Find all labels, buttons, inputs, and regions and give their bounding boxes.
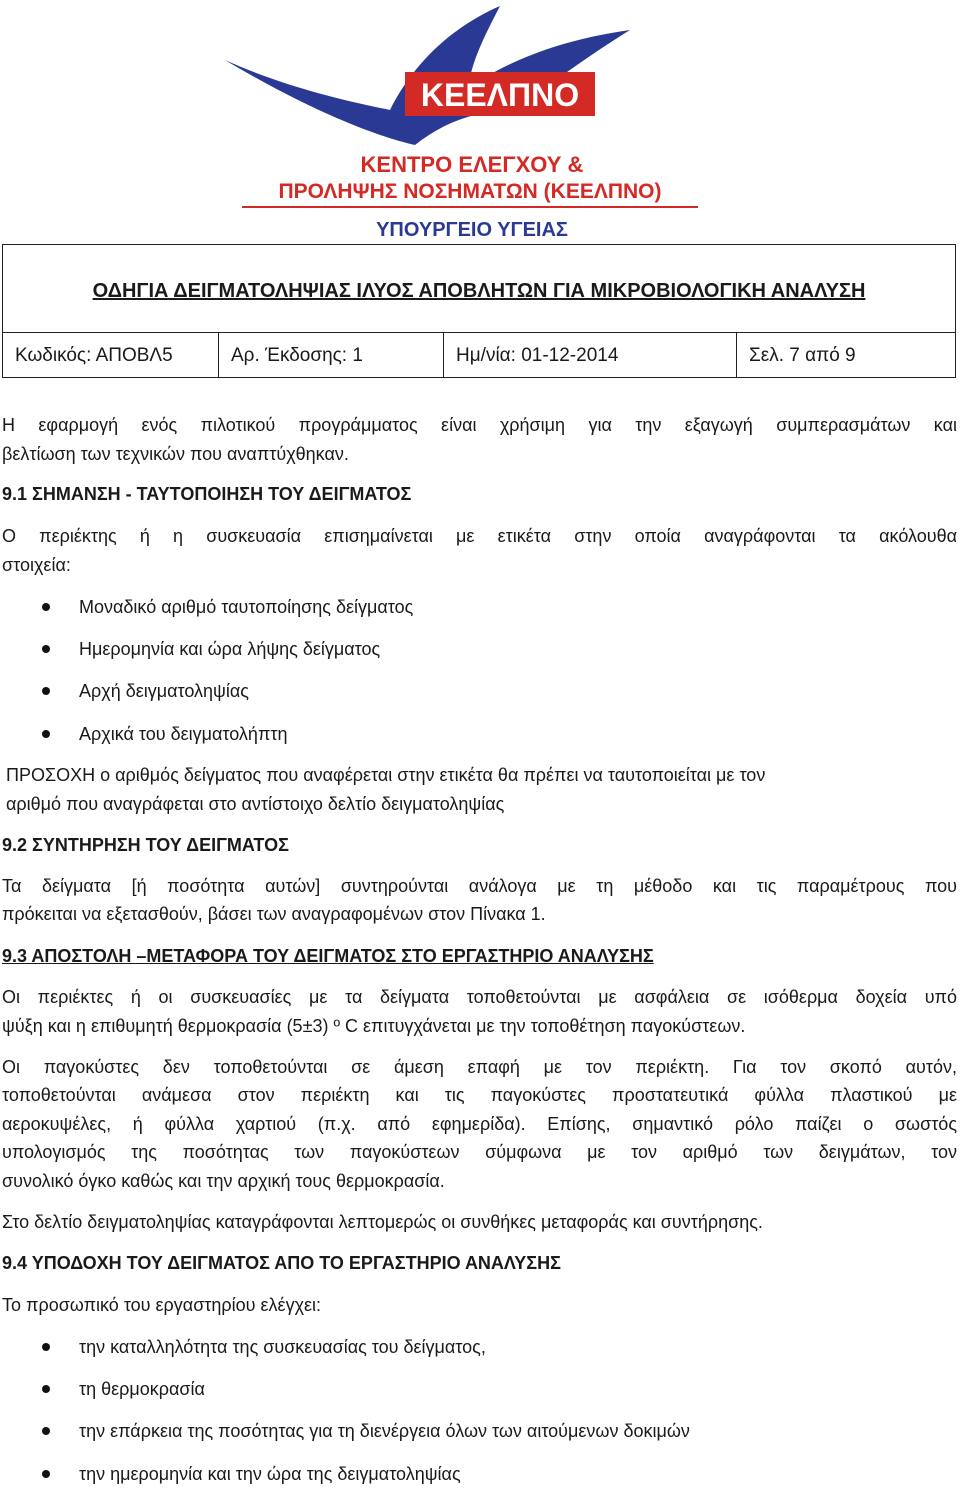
section-9-2-line-2: πρόκειται να εξετασθούν, βάσει των αναγραφομένων στον Πίνακα 1. bbox=[2, 904, 546, 924]
section-9-3-para-2-line-5: συνολικό όγκο καθώς και την αρχική τους θερμοκρασία. bbox=[2, 1171, 445, 1191]
section-9-3-heading: 9.3 ΑΠΟΣΤΟΛΗ –ΜΕΤΑΦΟΡΑ ΤΟΥ ΔΕΙΓΜΑΤΟΣ ΣΤΟ ΕΡΓΑΣΤΗΡΙΟ ΑΝΑΛΥΣΗΣ bbox=[2, 946, 654, 966]
keelpno-logo bbox=[210, 0, 750, 242]
header-title-row bbox=[3, 245, 955, 333]
section-9-3-para-2-line-3: αεροκυψέλες, ή φύλλα χαρτιού (π.χ. από εφημερίδα). Επίσης, σημαντικό ρόλο παίζει ο σωστός bbox=[2, 1114, 957, 1134]
logo-line-3: ΥΠΟΥΡΓΕΙΟ ΥΓΕΙΑΣ bbox=[376, 219, 568, 241]
attention-note-line-1: ΠΡΟΣΟΧΗ ο αριθμός δείγματος που αναφέρεται στην ετικέτα θα πρέπει να ταυτοποιείται με τον bbox=[6, 765, 766, 785]
document-date: Ημ/νία: 01-12-2014 bbox=[444, 333, 737, 378]
section-9-1-heading: 9.1 ΣΗΜΑΝΣΗ - ΤΑΥΤΟΠΟΙΗΣΗ ΤΟΥ ΔΕΙΓΜΑΤΟΣ bbox=[2, 484, 412, 504]
bullet-icon bbox=[42, 1385, 50, 1393]
edition-number: Αρ. Έκδοσης: 1 bbox=[219, 333, 444, 378]
section-9-1-para-line-2: στοιχεία: bbox=[2, 555, 71, 575]
section-9-3-para-3: Στο δελτίο δειγματοληψίας καταγράφονται λεπτομερώς οι συνθήκες μεταφοράς και συντήρησης. bbox=[2, 1212, 763, 1232]
list-item: Μοναδικό αριθμό ταυτοποίησης δείγματος bbox=[79, 597, 414, 617]
section-9-2-heading: 9.2 ΣΥΝΤΗΡΗΣΗ ΤΟΥ ΔΕΙΓΜΑΤΟΣ bbox=[2, 835, 289, 855]
bullet-icon bbox=[42, 1470, 50, 1478]
list-item: Αρχικά του δειγματολήπτη bbox=[79, 724, 288, 744]
bullet-icon bbox=[42, 730, 50, 738]
intro-line-1: Η εφαρμογή ενός πιλοτικού προγράμματος είναι χρήσιμη για την εξαγωγή συμπερασμάτων και bbox=[2, 415, 957, 435]
section-9-4-intro: Το προσωπικό του εργαστηρίου ελέγχει: bbox=[2, 1295, 322, 1315]
list-item: Ημερομηνία και ώρα λήψης δείγματος bbox=[79, 639, 381, 659]
intro-line-2: βελτίωση των τεχνικών που αναπτύχθηκαν. bbox=[2, 444, 349, 464]
logo-divider bbox=[242, 206, 698, 208]
attention-note-line-2: αριθμό που αναγράφεται στο αντίστοιχο δελτίο δειγματοληψίας bbox=[6, 794, 505, 814]
bullet-icon bbox=[42, 1343, 50, 1351]
section-9-3-para-1-line-1: Οι περιέκτες ή οι συσκευασίες με τα δείγματα τοποθετούνται με ασφάλεια σε ισόθερμα δοχεία υπό bbox=[2, 987, 957, 1007]
logo-line-1: ΚΕΝΤΡΟ ΕΛΕΓΧΟΥ & bbox=[360, 152, 584, 177]
document-code: Κωδικός: ΑΠΟΒΛ5 bbox=[3, 333, 219, 378]
list-item: την επάρκεια της ποσότητας για τη διενέργεια όλων των αιτούμενων δοκιμών bbox=[79, 1421, 690, 1441]
dove-logo-graphic bbox=[210, 0, 750, 242]
section-9-3-para-2-line-1: Οι παγοκύστες δεν τοποθετούνται σε άμεση επαφή με τον περιέκτη. Για τον σκοπό αυτόν, bbox=[2, 1057, 957, 1077]
list-item: την καταλληλότητα της συσκευασίας του δείγματος, bbox=[79, 1337, 486, 1357]
section-9-4-heading: 9.4 ΥΠΟΔΟΧΗ ΤΟΥ ΔΕΙΓΜΑΤΟΣ ΑΠΟ ΤΟ ΕΡΓΑΣΤΗΡΙΟ ΑΝΑΛΥΣΗΣ bbox=[2, 1253, 561, 1273]
section-9-2-line-1: Τα δείγματα [ή ποσότητα αυτών] συντηρούνται ανάλογα με τη μέθοδο και τις παραμέτρους που bbox=[2, 876, 957, 896]
logo-acronym: ΚΕΕΛΠΝΟ bbox=[420, 77, 580, 113]
section-9-3-para-2-line-2: τοποθετούνται ανάμεσα στον περιέκτη και τις παγοκύστες προστατευτικά φύλλα πλαστικού με bbox=[2, 1085, 957, 1105]
list-item: τη θερμοκρασία bbox=[79, 1379, 205, 1399]
bullet-icon bbox=[42, 603, 50, 611]
list-item: την ημερομηνία και την ώρα της δειγματοληψίας bbox=[79, 1464, 461, 1484]
bullet-icon bbox=[42, 645, 50, 653]
section-9-1-para-line-1: Ο περιέκτης ή η συσκευασία επισημαίνεται με ετικέτα στην οποία αναγράφονται τα ακόλουθα bbox=[2, 526, 957, 546]
page-number: Σελ. 7 από 9 bbox=[749, 344, 856, 366]
section-9-3-para-1-line-2: ψύξη και η επιθυμητή θερμοκρασία (5±3) º C επιτυγχάνεται με την τοποθέτηση παγοκύστεων. bbox=[2, 1016, 746, 1036]
list-item: Αρχή δειγματοληψίας bbox=[79, 681, 249, 701]
document-title: ΟΔΗΓΙΑ ΔΕΙΓΜΑΤΟΛΗΨΙΑΣ ΙΛΥΟΣ ΑΠΟΒΛΗΤΩΝ ΓΙΑ ΜΙΚΡΟΒΙΟΛΟΓΙΚΗ ΑΝΑΛΥΣΗ bbox=[92, 280, 866, 302]
header-info-row bbox=[3, 333, 955, 378]
logo-line-2: ΠΡΟΛΗΨΗΣ ΝΟΣΗΜΑΤΩΝ (ΚΕΕΛΠΝΟ) bbox=[278, 180, 662, 203]
document-header-table bbox=[2, 244, 956, 378]
bullet-icon bbox=[42, 687, 50, 695]
section-9-3-para-2-line-4: υπολογισμός της ποσότητας των παγοκύστεων σύμφωνα με τον αριθμό των δειγμάτων, τον bbox=[2, 1142, 957, 1162]
bullet-icon bbox=[42, 1427, 50, 1435]
